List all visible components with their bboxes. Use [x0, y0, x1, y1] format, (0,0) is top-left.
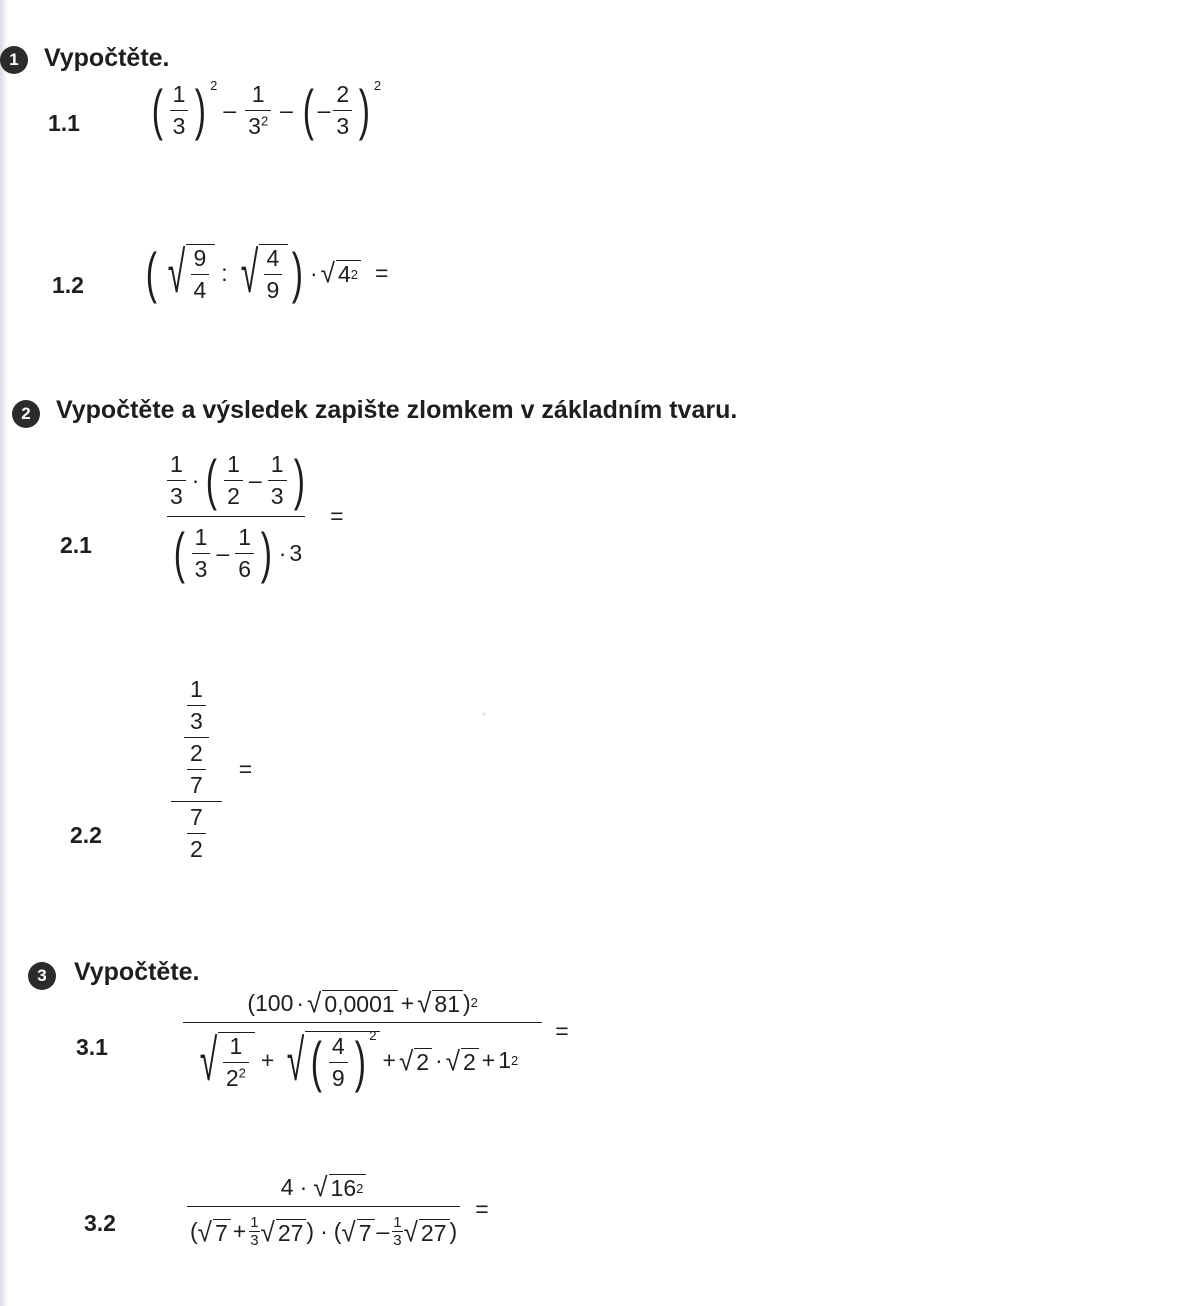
complex-fraction: 4 · √ 16 2 ( √ 7 + $\frac{1}{3}$ √ 27 ) · ( √ 7 – $\frac{1}{3}$ √ 27 ) — [187, 1174, 460, 1248]
section-number-badge: 2 — [12, 400, 40, 428]
left-paren: ( — [302, 78, 314, 141]
problem-label: 2.1 — [60, 532, 92, 558]
nested-fraction: $\frac{\frac{\frac{1}{3}}{\frac{2}{7}}}{\frac{7}{2}}$ — [171, 678, 222, 861]
problem-label: 1.2 — [52, 272, 84, 298]
problem-label: 3.2 — [84, 1210, 116, 1236]
left-paren: ( — [151, 78, 163, 141]
right-paren: ) — [358, 78, 371, 141]
right-paren: ) — [195, 78, 207, 141]
complex-fraction: ( 100 · √ 0,0001 + √ 81 ) 2 √ $\frac{1}{2^2}$ + √ ( $\frac{4}{9}$ ) 2 + √ 2 · √ 2 + 1 2 — [183, 990, 542, 1090]
fraction-two-thirds: $\frac{2}{3}$ — [333, 83, 352, 138]
expression-2-2: $\frac{\frac{\frac{1}{3}}{\frac{2}{7}}}{\frac{7}{2}}$ = — [168, 678, 252, 861]
section-heading: Vypočtěte. — [74, 958, 200, 986]
expression-1-2: ( √ $\frac{9}{4}$ : √ $\frac{4}{9}$ ) · √ 4 2 = — [145, 240, 389, 305]
fraction-one-third: $\frac{1}{3}$ — [170, 83, 189, 138]
expression-1-1: ( $\frac{1}{3}$ ) 2 – $\frac{1}{3^2}$ – ( – $\frac{2}{3}$ ) 2 — [151, 78, 382, 141]
expression-3-2: 4 · √ 16 2 ( √ 7 + $\frac{1}{3}$ √ 27 ) · ( √ 7 – $\frac{1}{3}$ √ 27 ) = — [184, 1174, 489, 1248]
right-paren: ) — [292, 241, 304, 304]
expression-3-1: ( 100 · √ 0,0001 + √ 81 ) 2 √ $\frac{1}{2^2}$ + √ ( $\frac{4}{9}$ ) 2 + √ 2 · √ 2 + 1 2 = — [180, 990, 569, 1090]
problem-label: 2.2 — [70, 822, 102, 848]
page-edge-shadow — [0, 0, 8, 1306]
problem-label: 1.1 — [48, 110, 80, 136]
sqrt-nine-quarters: √ $\frac{9}{4}$ — [161, 244, 216, 302]
section-heading: Vypočtěte. — [44, 44, 170, 72]
section-number-badge: 1 — [0, 46, 28, 74]
scan-speck — [482, 712, 486, 716]
fraction-one-over-three-squared: $\frac{1}{3^2}$ — [245, 83, 271, 138]
section-heading: Vypočtěte a výsledek zapište zlomkem v základním tvaru. — [56, 396, 738, 424]
section-number-badge: 3 — [28, 962, 56, 990]
expression-2-1: $\frac{1}{3}$ · ( $\frac{1}{2}$ – $\frac{1}{3}$ ) ( $\frac{1}{3}$ – $\frac{1}{6}$ ) · 3 = — [158, 452, 344, 581]
sqrt-four-ninths: √ $\frac{4}{9}$ — [234, 244, 289, 302]
sqrt-four-squared: √ 4 2 — [321, 260, 361, 286]
complex-fraction: $\frac{1}{3}$ · ( $\frac{1}{2}$ – $\frac{1}{3}$ ) ( $\frac{1}{3}$ – $\frac{1}{6}$ ) · 3 — [161, 452, 311, 581]
left-paren: ( — [145, 241, 157, 304]
problem-label: 3.1 — [76, 1034, 108, 1060]
